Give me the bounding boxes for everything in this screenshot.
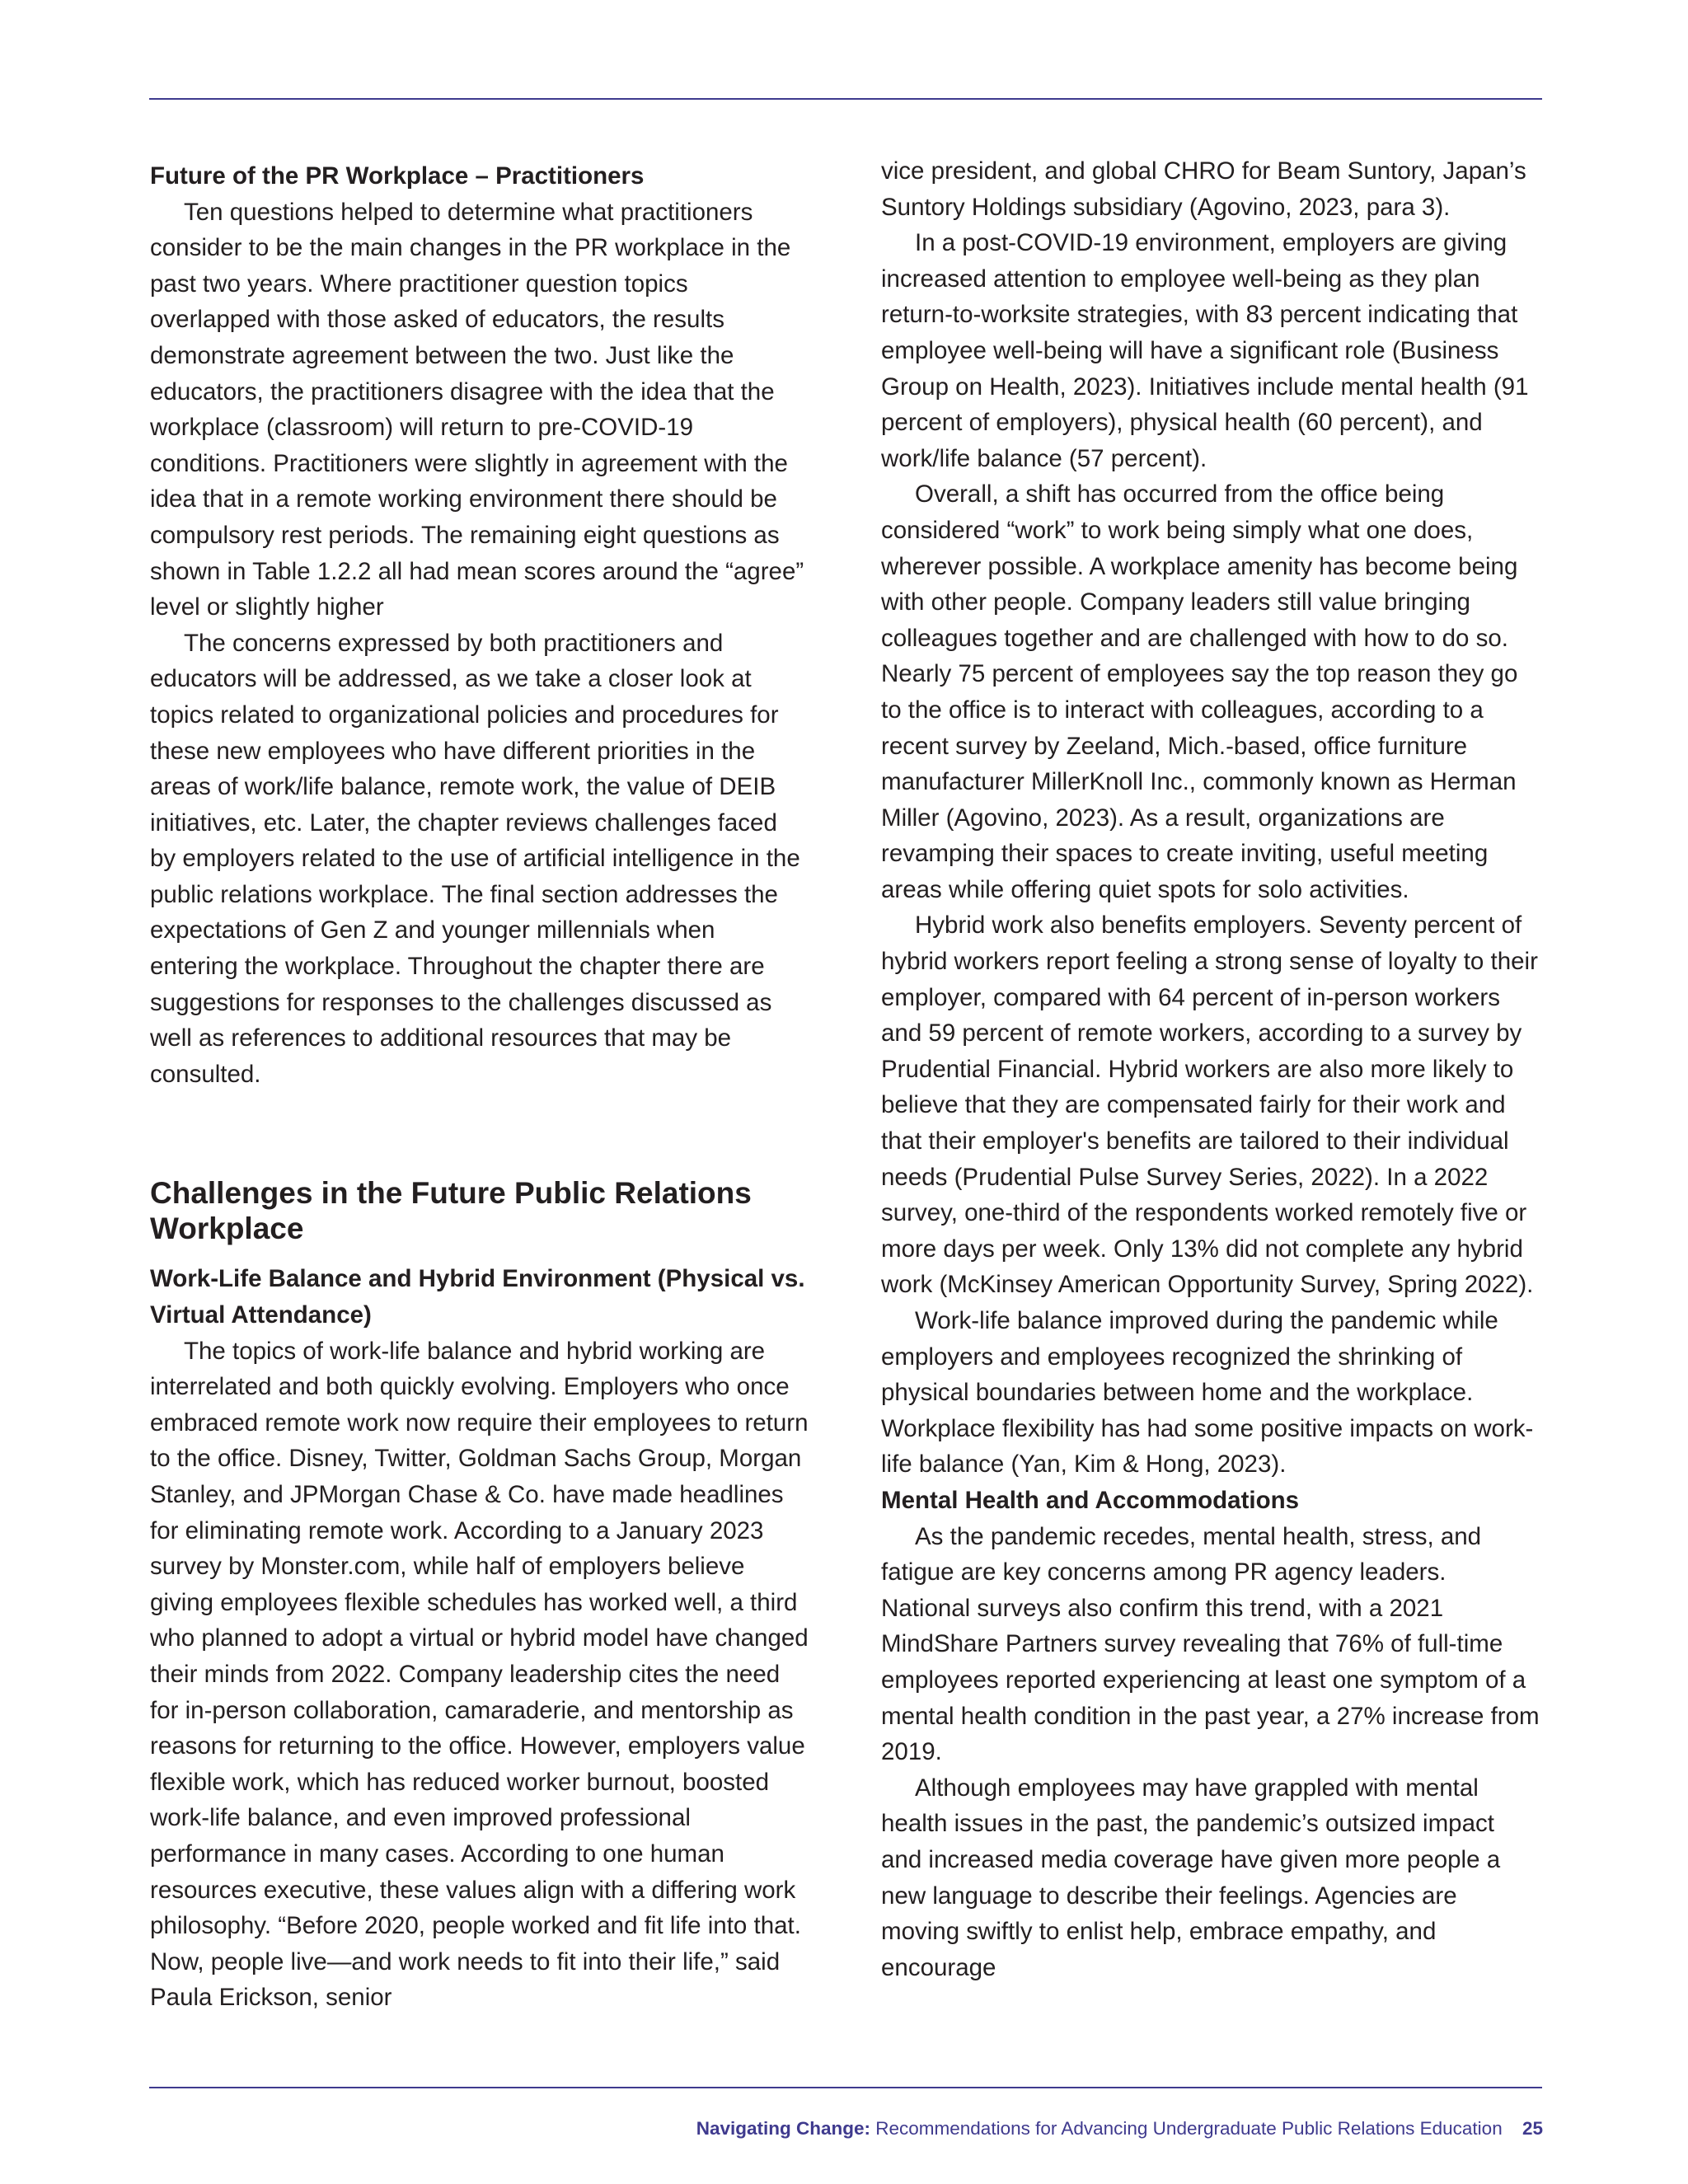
top-rule — [149, 98, 1542, 100]
paragraph: The topics of work-life balance and hybrid working are interrelated and both quickly evolving. Employers who once embraced remote work now require their employees to return to the office. Disney, Twitter, Goldman Sachs Group, Morgan Stanley, and JPMorgan Chase & Co. have made headlines for eliminating remote work. According to a January 2023 survey by Monster.com, while half of employers believe giving employees flexible schedules has worked well, a third who planned to adopt a virtual or hybrid model have changed their minds from 2022. Company leadership cites the need for in-person collaboration, camaraderie, and mentorship as reasons for returning to the office. However, employers value flexible work, which has reduced worker burnout, boosted work-life balance, and even improved professional performance in many cases. According to one human resources executive, these values align with a differing work philosophy. “Before 2020, people worked and fit life into that. Now, people live—and work needs to fit into their life,” said Paula Erickson, senior — [150, 1337, 809, 2012]
footer-title: Recommendations for Advancing Undergraduate Public Relations Education — [875, 2118, 1503, 2139]
heading-work-life-balance: Work-Life Balance and Hybrid Environment (Physical vs. Virtual Attendance) — [150, 1265, 805, 1329]
left-column — [150, 158, 809, 2016]
paragraph: Although employees may have grappled with mental health issues in the past, the pandemic’s outsized impact and increased media coverage have given more people a new language to describe their feelings. Agencies are moving swiftly to enlist help, embrace empathy, and encourage — [881, 1774, 1501, 1981]
heading-practitioners: Future of the PR Workplace – Practitioners — [150, 162, 645, 190]
paragraph: As the pandemic recedes, mental health, stress, and fatigue are key concerns among PR agency leaders. National surveys also confirm this trend, with a 2021 MindShare Partners survey revealing that 76% of full-time employees reported experiencing at least one symptom of a mental health condition in the past year, a 27% increase from 2019. — [881, 1522, 1540, 1766]
paragraph: Ten questions helped to determine what practitioners consider to be the main changes in the PR workplace in the past two years. Where practitioner question topics overlapped with those asked of educators, the results demonstrate agreement between the two. Just like the educators, the practitioners disagree with the idea that the workplace (classroom) will return to pre-COVID-19 conditions. Practitioners were slightly in agreement with the idea that in a remote working environment there should be compulsory rest periods. The remaining eight questions as shown in Table 1.2.2 all had mean scores around the “agree” level or slightly higher — [150, 198, 804, 621]
paragraph: Hybrid work also benefits employers. Seventy percent of hybrid workers report feeling a strong sense of loyalty to their employer, compared with 64 percent of in-person workers and 59 percent of remote workers, according to a survey by Prudential Financial. Hybrid workers are also more likely to believe that they are compensated fairly for their work and that their employer's benefits are tailored to their individual needs (Prudential Pulse Survey Series, 2022). In a 2022 survey, one-third of the respondents worked remotely five or more days per week. Only 13% did not complete any hybrid work (McKinsey American Opportunity Survey, Spring 2022). — [881, 912, 1538, 1299]
footer-title-bold: Navigating Change: — [696, 2118, 870, 2139]
right-column — [881, 153, 1540, 1985]
heading-mental-health: Mental Health and Accommodations — [881, 1486, 1300, 1514]
paragraph: The concerns expressed by both practitioners and educators will be addressed, as we take a closer look at topics related to organizational policies and procedures for these new employees who have different priorities in the areas of work/life balance, remote work, the value of DEIB initiatives, etc. Later, the chapter reviews challenges faced by employers related to the use of artificial intelligence in the public relations workplace. The final section addresses the expectations of Gen Z and younger millennials when entering the workplace. Throughout the chapter there are suggestions for responses to the challenges discussed as well as references to additional resources that may be consulted. — [150, 629, 800, 1088]
section-heading: Challenges in the Future Public Relations Workplace — [150, 1176, 752, 1246]
paragraph-continued: vice president, and global CHRO for Beam Suntory, Japan’s Suntory Holdings subsidiary (Agovino, 2023, para 3). — [881, 157, 1526, 221]
page-number: 25 — [1522, 2118, 1543, 2139]
paragraph: In a post-COVID-19 environment, employers are giving increased attention to employee well-being as they plan return-to-worksite strategies, with 83 percent indicating that employee well-being will have a significant role (Business Group on Health, 2023). Initiatives include mental health (91 percent of employers), physical health (60 percent), and work/life balance (57 percent). — [881, 229, 1529, 472]
page-footer — [696, 2116, 1543, 2141]
paragraph: Work-life balance improved during the pandemic while employers and employees recognized the shrinking of physical boundaries between home and the workplace. Workplace flexibility has had some positive impacts on work-life balance (Yan, Kim & Hong, 2023). — [881, 1307, 1534, 1479]
paragraph: Overall, a shift has occurred from the office being considered “work” to work being simply what one does, wherever possible. A workplace amenity has become being with other people. Company leaders still value bringing colleagues together and are challenged with how to do so. Nearly 75 percent of employees say the top reason they go to the office is to interact with colleagues, according to a recent survey by Zeeland, Mich.-based, office furniture manufacturer MillerKnoll Inc., commonly known as Herman Miller (Agovino, 2023). As a result, organizations are revamping their spaces to create inviting, useful meeting areas while offering quiet spots for solo activities. — [881, 480, 1518, 903]
bottom-rule — [149, 2087, 1542, 2088]
